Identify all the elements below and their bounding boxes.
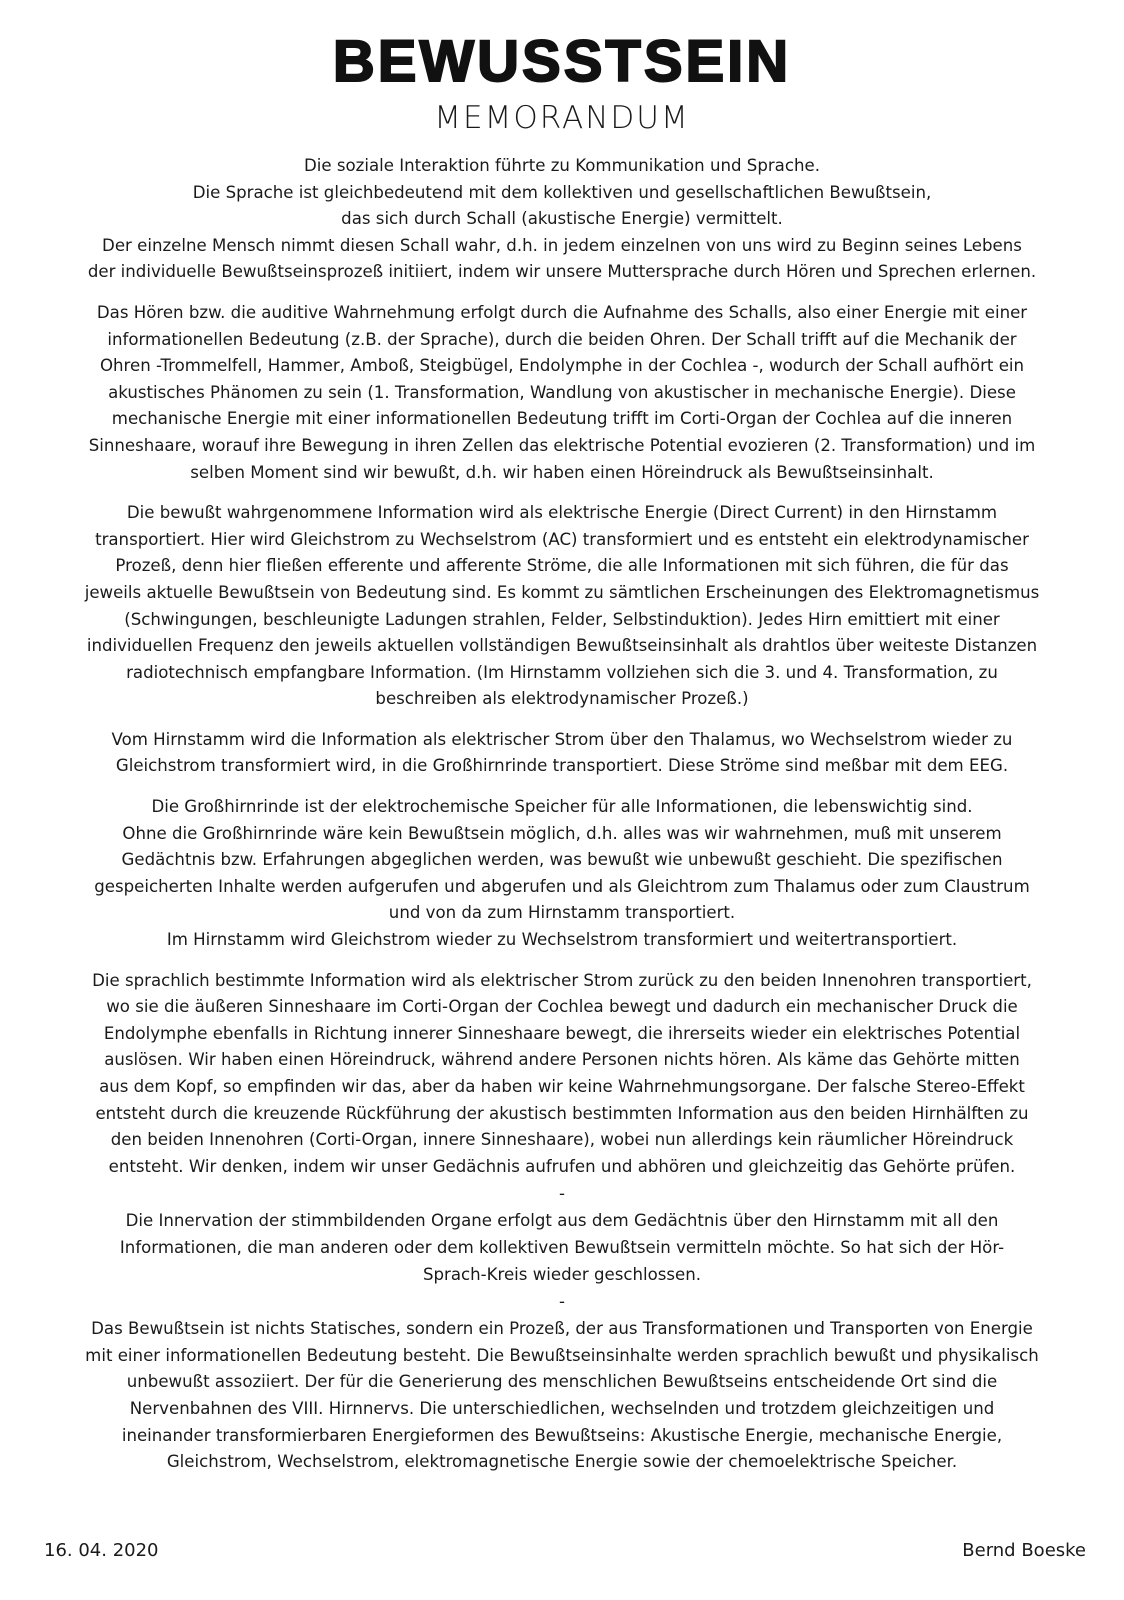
text-line: den beiden Innenohren (Corti-Organ, innere Sinneshaare), wobei nun allerdings kein räumlicher Höreindruck bbox=[110, 1130, 1014, 1150]
paragraph bbox=[0, 300, 1124, 486]
text-line: Im Hirnstamm wird Gleichstrom wieder zu Wechselstrom transformiert und weitertransportiert. bbox=[166, 930, 958, 950]
document-subtitle: MEMORANDUM bbox=[434, 100, 690, 136]
separator-dash: - bbox=[559, 1292, 565, 1312]
text-line: Informationen, die man anderen oder dem kollektiven Bewußtsein vermitteln möchte. So hat sich der Hör- bbox=[119, 1237, 1005, 1257]
paragraph bbox=[0, 1316, 1124, 1476]
text-line: entsteht. Wir denken, indem wir unser Gedächnis aufrufen und abhören und gleichzeitig das Gehörte prüfen. bbox=[108, 1156, 1016, 1176]
text-line: Das Hören bzw. die auditive Wahrnehmung erfolgt durch die Aufnahme des Schalls, also einer Energie mit einer bbox=[96, 302, 1028, 322]
text-line: Endolymphe ebenfalls in Richtung innerer Sinneshaare bewegt, die ihrerseits wieder ein elektrisches Potential bbox=[103, 1023, 1021, 1043]
paragraph bbox=[0, 727, 1124, 780]
paragraph bbox=[0, 1208, 1124, 1288]
text-line: der individuelle Bewußtseinsprozeß initiiert, indem wir unsere Muttersprache durch Hören und Sprechen erlernen. bbox=[87, 262, 1037, 282]
author-signature: Bernd Boeske bbox=[962, 1540, 1086, 1561]
text-line: selben Moment sind wir bewußt, d.h. wir haben einen Höreindruck als Bewußtseinsinhalt. bbox=[190, 462, 934, 482]
text-line: mechanische Energie mit einer informationellen Bedeutung trifft im Corti-Organ der Cochlea auf die inneren bbox=[111, 409, 1013, 429]
date: 16. 04. 2020 bbox=[44, 1540, 159, 1561]
text-line: auslösen. Wir haben einen Höreindruck, während andere Personen nichts hören. Als käme das Gehörte mitten bbox=[104, 1050, 1020, 1070]
text-line: Vom Hirnstamm wird die Information als elektrischer Strom über den Thalamus, wo Wechselstrom wieder zu bbox=[111, 729, 1013, 749]
text-line: Die Großhirnrinde ist der elektrochemische Speicher für alle Informationen, die lebenswichtig sind. bbox=[151, 797, 973, 817]
paragraph bbox=[0, 794, 1124, 954]
text-line: wo sie die äußeren Sinneshaare im Corti-Organ der Cochlea bewegt und dadurch ein mechanischer Druck die bbox=[106, 997, 1018, 1017]
text-line: Die sprachlich bestimmte Information wird als elektrischer Strom zurück zu den beiden Innenohren transportiert, bbox=[92, 970, 1032, 990]
text-line: Sinneshaare, worauf ihre Bewegung in ihren Zellen das elektrische Potential evozieren (2. Transformation) und im bbox=[88, 435, 1036, 455]
text-line: Ohren -Trommelfell, Hammer, Amboß, Steigbügel, Endolymphe in der Cochlea -, wodurch der Schall aufhört ein bbox=[99, 356, 1025, 376]
text-line: individuellen Frequenz den jeweils aktuellen vollständigen Bewußtseinsinhalt als drahtlos über weiteste Distanzen bbox=[86, 636, 1038, 656]
text-line: Nervenbahnen des VIII. Hirnnervs. Die unterschiedlichen, wechselnden und trotzdem gleichzeitigen und bbox=[129, 1398, 995, 1418]
separator-dash: - bbox=[559, 1184, 565, 1204]
text-line: gespeicherten Inhalte werden aufgerufen und abgerufen und als Gleichtrom zum Thalamus oder zum Claustrum bbox=[94, 876, 1030, 896]
text-line: jeweils aktuelle Bewußtsein von Bedeutung sind. Es kommt zu sämtlichen Erscheinungen des Elektromagnetismus bbox=[84, 582, 1040, 602]
text-line: Gleichstrom transformiert wird, in die Großhirnrinde transportiert. Diese Ströme sind meßbar mit dem EEG. bbox=[115, 756, 1009, 776]
text-line: Gleichstrom, Wechselstrom, elektromagnetische Energie sowie der chemoelektrische Speicher. bbox=[166, 1452, 958, 1472]
text-line: Der einzelne Mensch nimmt diesen Schall wahr, d.h. in jedem einzelnen von uns wird zu Beginn seines Lebens bbox=[102, 235, 1022, 255]
text-line: Gedächtnis bzw. Erfahrungen abgeglichen werden, was bewußt wie unbewußt geschieht. Die spezifischen bbox=[121, 850, 1003, 870]
text-line: Sprach-Kreis wieder geschlossen. bbox=[422, 1264, 702, 1284]
text-line: entsteht durch die kreuzende Rückführung der akustisch bestimmten Information aus den beiden Hirnhälften zu bbox=[95, 1103, 1029, 1123]
text-line: transportiert. Hier wird Gleichstrom zu Wechselstrom (AC) transformiert und es entsteht ein elektrodynamischer bbox=[95, 529, 1029, 549]
memorandum-body bbox=[0, 153, 1124, 1490]
text-line: aus dem Kopf, so empfinden wir das, aber da haben wir keine Wahrnehmungsorgane. Der falsche Stereo-Effekt bbox=[99, 1077, 1025, 1096]
paragraph bbox=[0, 153, 1124, 286]
text-line: Die Sprache ist gleichbedeutend mit dem kollektiven und gesellschaftlichen Bewußtsein, bbox=[192, 182, 932, 202]
text-line: das sich durch Schall (akustische Energie) vermittelt. bbox=[341, 209, 783, 229]
document-title: BEWUSSTSEIN bbox=[332, 29, 792, 94]
text-line: akustisches Phänomen zu sein (1. Transformation, Wandlung von akustischer in mechanische Energie). Diese bbox=[108, 382, 1016, 402]
text-line: Prozeß, denn hier fließen efferente und afferente Ströme, die alle Informationen mit sich führen, die für das bbox=[115, 556, 1009, 576]
text-line: mit einer informationellen Bedeutung besteht. Die Bewußtseinsinhalte werden sprachlich bewußt und physikalisch bbox=[85, 1345, 1039, 1365]
text-line: unbewußt assoziiert. Der für die Generierung des menschlichen Bewußtseins entscheidende Ort sind die bbox=[126, 1372, 998, 1392]
text-line: ineinander transformierbaren Energieformen des Bewußtseins: Akustische Energie, mechanische Energie, bbox=[121, 1425, 1003, 1445]
text-line: Die bewußt wahrgenommene Information wird als elektrische Energie (Direct Current) in den Hirnstamm bbox=[126, 503, 998, 523]
text-line: radiotechnisch empfangbare Information. (Im Hirnstamm vollziehen sich die 3. und 4. Transformation, zu bbox=[126, 662, 998, 682]
text-line: (Schwingungen, beschleunigte Ladungen strahlen, Felder, Selbstinduktion). Jedes Hirn emittiert mit einer bbox=[124, 609, 1000, 629]
text-line: Ohne die Großhirnrinde wäre kein Bewußtsein möglich, d.h. alles was wir wahrnehmen, muß mit unserem bbox=[122, 823, 1002, 843]
text-line: und von da zum Hirnstamm transportiert. bbox=[388, 903, 736, 923]
paragraph bbox=[0, 968, 1124, 1181]
text-line: informationellen Bedeutung (z.B. der Sprache), durch die beiden Ohren. Der Schall trifft auf die Mechanik der bbox=[107, 329, 1017, 349]
text-line: Das Bewußtsein ist nichts Statisches, sondern ein Prozeß, der aus Transformationen und Transporten von Energie bbox=[91, 1319, 1033, 1339]
text-line: beschreiben als elektrodynamischer Prozeß.) bbox=[375, 689, 749, 709]
text-line: Die soziale Interaktion führte zu Kommunikation und Sprache. bbox=[304, 156, 820, 175]
text-line: Die Innervation der stimmbildenden Organe erfolgt aus dem Gedächtnis über den Hirnstamm mit all den bbox=[125, 1211, 999, 1231]
paragraph bbox=[0, 500, 1124, 713]
